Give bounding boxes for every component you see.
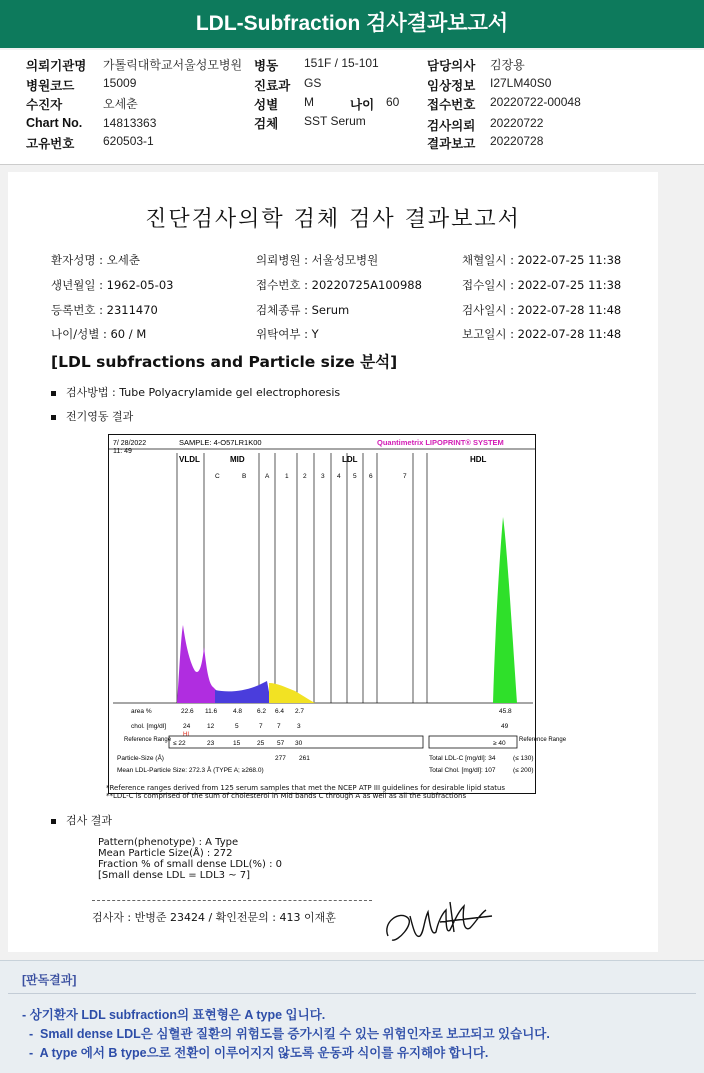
judgement-line-2: - Small dense LDL은 심혈관 질환의 위험도를 증가시킬 수 있는 위험인자로 보고되고 있습니다. — [22, 1027, 550, 1041]
area-values — [181, 708, 512, 715]
receipt-date: 접수일시 : 2022-07-25 11:38 — [462, 278, 622, 292]
field-value: 20220728 — [490, 134, 544, 148]
field-value: I27LM40S0 — [490, 76, 552, 90]
ref-values — [173, 740, 303, 747]
chol-values — [183, 723, 509, 730]
field-label: Chart No. — [26, 116, 83, 130]
chol-value: 3 — [297, 723, 301, 730]
area-value: 22.6 — [181, 708, 194, 715]
scanned-report — [8, 172, 658, 952]
hospital: 의뢰병원 : 서울성모병원 — [256, 253, 379, 267]
total-ldl-ref: (≤ 130) — [513, 755, 534, 762]
chol-label: chol. [mg/dl] — [131, 723, 167, 730]
report-banner: LDL-Subfraction 검사결과보고서 — [0, 0, 704, 48]
result-mean-size: Mean Particle Size(Å) : 272 — [98, 848, 233, 859]
test-date: 검사일시 : 2022-07-28 11:48 — [462, 303, 622, 317]
band-label: 1 — [285, 473, 289, 480]
chol-value: 12 — [207, 723, 215, 730]
section-title: [LDL subfractions and Particle size 분석] — [51, 353, 398, 371]
draw-date: 채혈일시 : 2022-07-25 11:38 — [462, 253, 622, 267]
band-label: A — [265, 473, 270, 480]
vldl-peak — [177, 625, 219, 703]
field-value: 60 — [386, 95, 400, 109]
band-labels — [215, 473, 407, 480]
chart-sample: SAMPLE: 4-O57LR1K00 — [179, 438, 262, 447]
ref-label-right: Reference Range — [519, 737, 567, 743]
ref-value: 25 — [257, 740, 265, 747]
electro-text: 전기영동 결과 — [66, 410, 134, 423]
area-value: 45.8 — [499, 708, 512, 715]
lipoprint-chart — [108, 434, 567, 794]
field-label: 임상정보 — [427, 79, 476, 93]
total-chol: Total Chol. [mg/dl]: 107 — [429, 767, 496, 774]
band-label: C — [215, 473, 220, 480]
field-label: 결과보고 — [427, 137, 476, 151]
bullet-icon — [51, 819, 56, 824]
ref-value: ≤ 22 — [173, 740, 186, 747]
field-value: 김장용 — [490, 58, 525, 72]
group-hdl: HDL — [470, 455, 487, 464]
judgement-divider — [8, 993, 696, 994]
group-ldl: LDL — [342, 455, 358, 464]
ref-value: 23 — [207, 740, 215, 747]
field-label: 진료과 — [254, 79, 291, 93]
area-value: 11.6 — [205, 708, 218, 715]
mid-peak — [215, 681, 271, 703]
judgement-line-3: - A type 에서 B type으로 전환이 이루어지지 않도록 운동과 식이를 유지해야 합니다. — [22, 1046, 489, 1060]
area-value: 6.2 — [257, 708, 267, 715]
group-mid: MID — [230, 455, 245, 464]
chart-time: 11: 49 — [113, 448, 132, 455]
field-label: 성별 — [254, 98, 279, 112]
band-label: 7 — [403, 473, 407, 480]
patient-name: 환자성명 : 오세춘 — [51, 253, 140, 267]
particle-size-label: Particle-Size (Å) — [117, 755, 164, 762]
receipt-no: 접수번호 : 20220725A100988 — [256, 278, 422, 292]
particle-size-2: 261 — [299, 755, 310, 762]
field-value: M — [304, 95, 314, 109]
field-value: 620503-1 — [103, 134, 154, 148]
ref-hdl: ≥ 40 — [493, 740, 506, 747]
signature-icon — [380, 892, 500, 950]
field-label: 검사의뢰 — [427, 119, 476, 133]
band-label: 3 — [321, 473, 325, 480]
judgement-title: [판독결과] — [22, 973, 77, 987]
field-value: 가톨릭대학교서울성모병원 — [103, 58, 243, 72]
band-label: 6 — [369, 473, 373, 480]
chol-value: 5 — [235, 723, 239, 730]
band-label: 2 — [303, 473, 307, 480]
field-value: 15009 — [103, 76, 137, 90]
chart-note-2: **LDL-C is comprised of the sum of cholesterol in Mid bands C through A as well as all the subfractions — [106, 792, 467, 800]
header-info — [0, 50, 704, 165]
total-ldl: Total LDL-C [mg/dl]: 34 — [429, 755, 496, 762]
chol-value: 7 — [259, 723, 263, 730]
chol-value: 7 — [277, 723, 281, 730]
field-label: 담당의사 — [427, 59, 476, 73]
age-sex: 나이/성별 : 60 / M — [51, 327, 147, 341]
method-line — [51, 384, 340, 400]
area-label: area % — [131, 708, 152, 715]
judgement-panel — [0, 960, 704, 1073]
area-value: 6.4 — [275, 708, 285, 715]
report-title: 진단검사의학 검체 검사 결과보고서 — [145, 207, 521, 232]
report-date: 보고일시 : 2022-07-28 11:48 — [462, 327, 622, 341]
field-value: 151F / 15-101 — [304, 56, 379, 70]
field-label: 의뢰기관명 — [26, 59, 87, 73]
band-label: 5 — [353, 473, 357, 480]
signature-line: 검사자 : 반병준 23424 / 확인전문의 : 413 이재훈 — [92, 911, 336, 924]
hi-flag: HI — [183, 732, 189, 738]
total-chol-ref: (≤ 200) — [513, 767, 534, 774]
consign: 위탁여부 : Y — [256, 327, 319, 341]
hdl-peak — [493, 517, 517, 703]
reg-no: 등록번호 : 2311470 — [51, 303, 158, 317]
chol-value: 24 — [183, 723, 191, 730]
chart-svg — [109, 435, 567, 793]
chart-title: Quantimetrix LIPOPRINT® SYSTEM — [377, 438, 504, 447]
area-value: 2.7 — [295, 708, 305, 715]
birth-date: 생년월일 : 1962-05-03 — [51, 278, 174, 292]
group-vldl: VLDL — [179, 455, 200, 464]
chart-date: 7/ 28/2022 — [113, 440, 147, 447]
particle-size-1: 277 — [275, 755, 286, 762]
field-value: 14813363 — [103, 116, 157, 130]
field-label: 나이 — [350, 98, 375, 112]
field-value: 20220722-00048 — [490, 95, 581, 109]
band-lines — [177, 453, 427, 703]
ref-label-left: Reference Range — [124, 737, 172, 743]
bullet-icon — [51, 415, 56, 420]
field-value: 20220722 — [490, 116, 544, 130]
result-fraction: Fraction % of small dense LDL(%) : 0 — [98, 859, 283, 870]
electro-line — [51, 408, 133, 424]
field-value: GS — [304, 76, 322, 90]
mean-size: Mean LDL-Particle Size: 272.3 Å (TYPE A; ≥268.0) — [117, 767, 264, 774]
sign-divider — [92, 900, 372, 901]
result-head — [51, 812, 112, 828]
field-label: 검체 — [254, 117, 279, 131]
field-label: 병원코드 — [26, 79, 75, 93]
field-value: 오세춘 — [103, 97, 138, 111]
field-label: 접수번호 — [427, 98, 476, 112]
ref-value: 57 — [277, 740, 285, 747]
band-label: 4 — [337, 473, 341, 480]
result-pattern: Pattern(phenotype) : A Type — [98, 837, 239, 848]
judgement-line-1: - 상기환자 LDL subfraction의 표현형은 A type 입니다. — [22, 1008, 326, 1022]
ldl-peak — [269, 683, 315, 703]
specimen: 검체종류 : Serum — [256, 303, 350, 317]
ref-value: 15 — [233, 740, 241, 747]
field-value: SST Serum — [304, 114, 366, 128]
result-head-text: 검사 결과 — [66, 814, 113, 827]
field-label: 고유번호 — [26, 137, 75, 151]
field-label: 수진자 — [26, 98, 63, 112]
ref-value: 30 — [295, 740, 303, 747]
chol-value: 49 — [501, 723, 509, 730]
chart-note-1: *Reference ranges derived from 125 serum samples that met the NCEP ATP III guidelines for desirable lipid status — [106, 784, 506, 792]
bullet-icon — [51, 391, 56, 396]
result-definition: [Small dense LDL = LDL3 ~ 7] — [98, 870, 251, 881]
band-label: B — [242, 473, 247, 480]
method-text: 검사방법 : Tube Polyacrylamide gel electrophoresis — [66, 386, 341, 399]
area-value: 4.8 — [233, 708, 243, 715]
field-label: 병동 — [254, 59, 279, 73]
